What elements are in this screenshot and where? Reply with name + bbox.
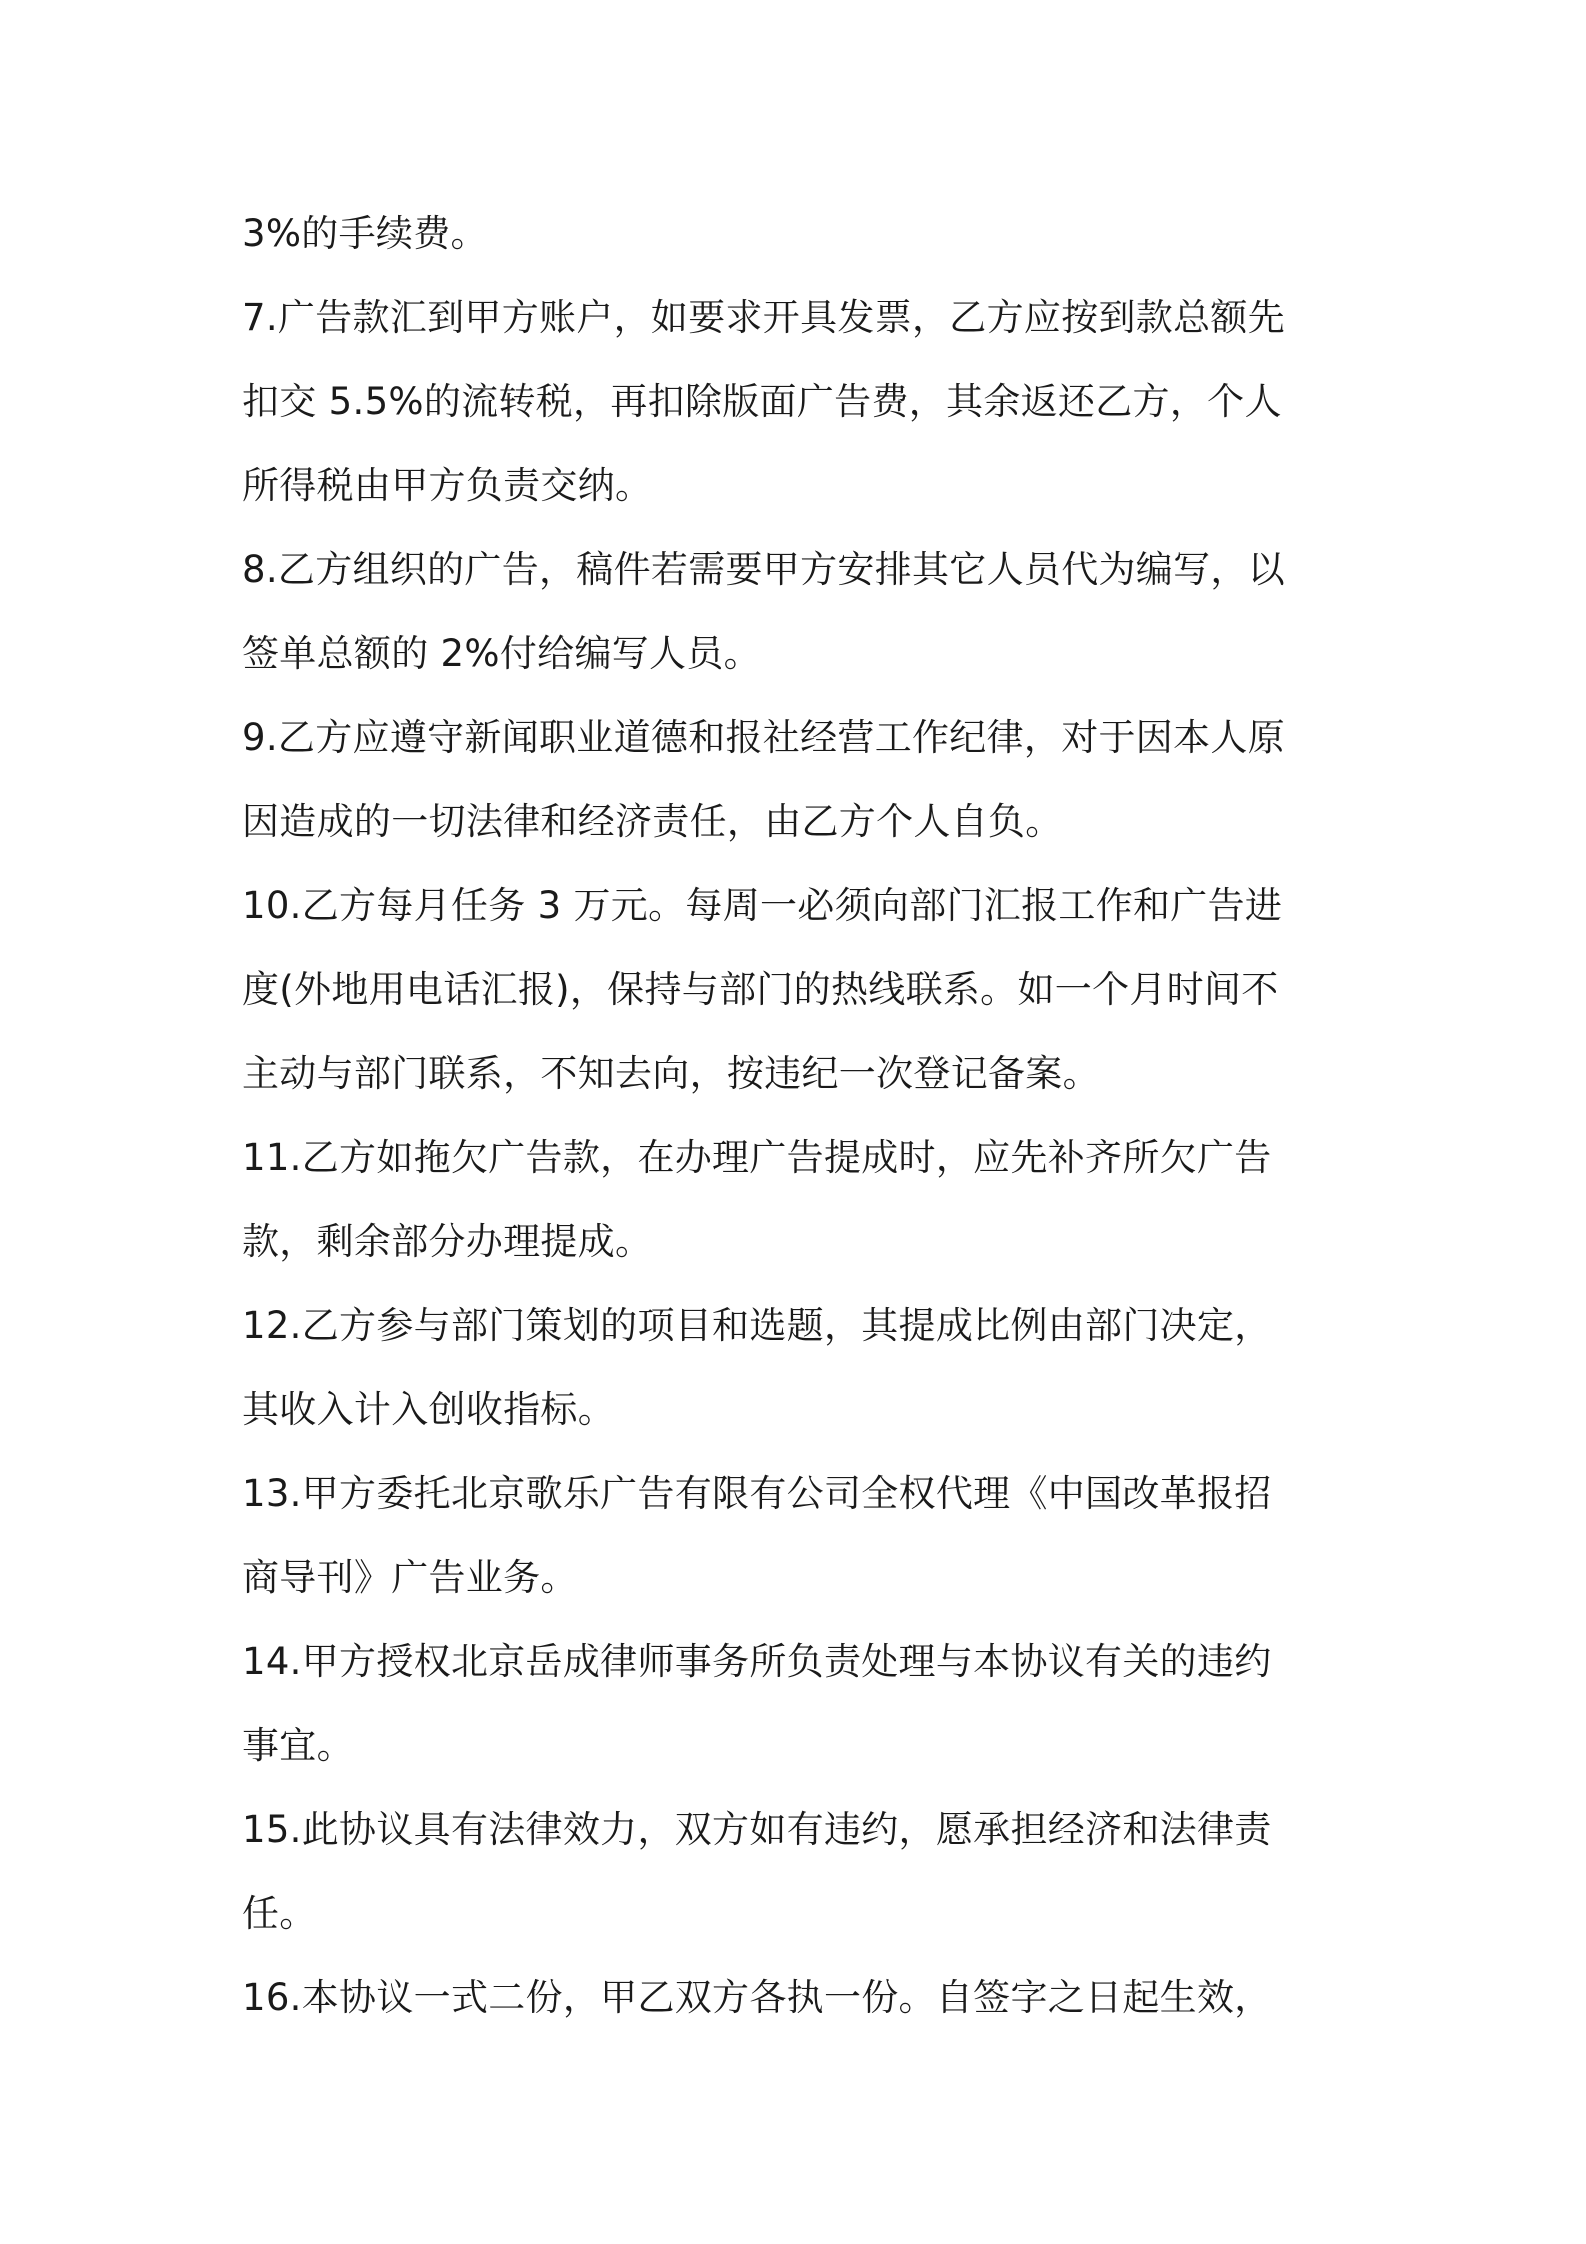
text-line: 事宜。 (242, 1724, 354, 1767)
text-line: 商导刊》广告业务。 (242, 1556, 578, 1599)
text-line: 因造成的一切法律和经济责任，由乙方个人自负。 (242, 800, 1063, 843)
text-line: 所得税由甲方负责交纳。 (242, 464, 653, 507)
text-line: 14.甲方授权北京岳成律师事务所负责处理与本协议有关的违约 (242, 1640, 1272, 1683)
text-line: 款，剩余部分办理提成。 (242, 1220, 653, 1263)
text-line: 其收入计入创收指标。 (242, 1388, 615, 1431)
text-line: 10.乙方每月任务 3 万元。每周一必须向部门汇报工作和广告进 (242, 884, 1283, 927)
text-line: 度(外地用电话汇报)，保持与部门的热线联系。如一个月时间不 (242, 968, 1279, 1011)
text-line: 7.广告款汇到甲方账户，如要求开具发票，乙方应按到款总额先 (242, 296, 1285, 339)
text-line: 15.此协议具有法律效力，双方如有违约，愿承担经济和法律责 (242, 1808, 1272, 1851)
text-line: 3%的手续费。 (242, 212, 488, 255)
text-line: 主动与部门联系，不知去向，按违纪一次登记备案。 (242, 1052, 1100, 1095)
document-body (242, 192, 1352, 2040)
text-line: 任。 (242, 1892, 317, 1935)
text-line: 扣交 5.5%的流转税，再扣除版面广告费，其余返还乙方，个人 (242, 380, 1282, 423)
text-line: 签单总额的 2%付给编写人员。 (242, 632, 761, 675)
text-line: 12.乙方参与部门策划的项目和选题，其提成比例由部门决定， (242, 1304, 1272, 1347)
text-line: 16.本协议一式二份，甲乙双方各执一份。自签字之日起生效， (242, 1976, 1272, 2019)
text-line: 11.乙方如拖欠广告款，在办理广告提成时，应先补齐所欠广告 (242, 1136, 1272, 1179)
text-line: 8.乙方组织的广告，稿件若需要甲方安排其它人员代为编写，以 (242, 548, 1285, 591)
text-line: 9.乙方应遵守新闻职业道德和报社经营工作纪律，对于因本人原 (242, 716, 1285, 759)
text-line: 13.甲方委托北京歌乐广告有限有公司全权代理《中国改革报招 (242, 1472, 1272, 1515)
